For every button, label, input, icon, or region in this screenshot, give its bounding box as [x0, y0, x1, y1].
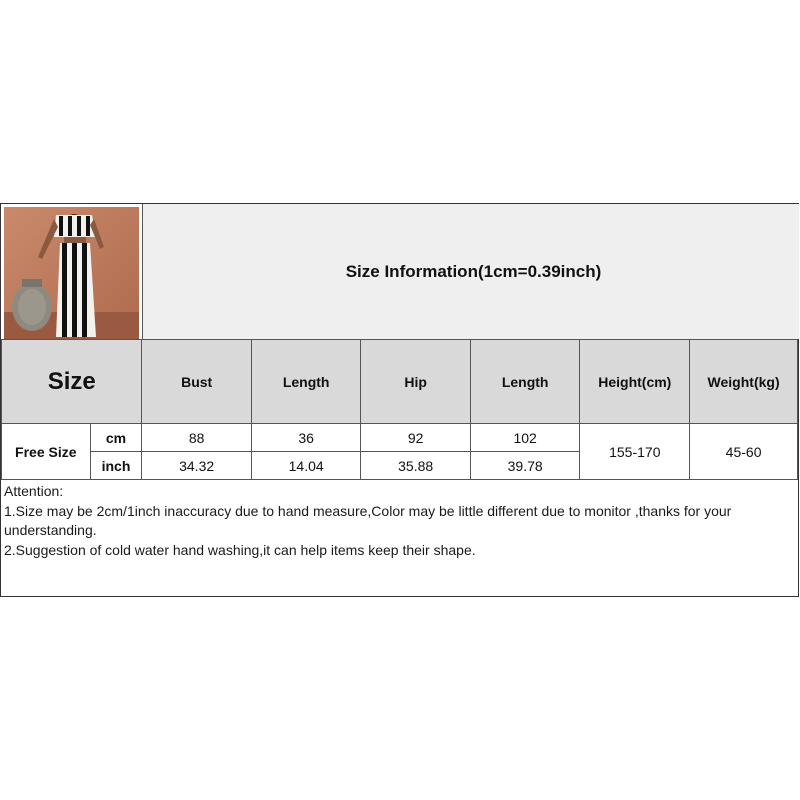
cell-hip-inch: 35.88 — [361, 452, 470, 480]
table-row — [2, 424, 798, 452]
cell-hip-cm: 92 — [361, 424, 470, 452]
size-table — [1, 339, 798, 480]
notes-heading: Attention: — [4, 483, 64, 499]
cell-length2-inch: 39.78 — [470, 452, 580, 480]
model-photo-image — [4, 207, 139, 340]
table-header-row — [2, 340, 798, 424]
cell-bust-cm: 88 — [142, 424, 251, 452]
title-banner — [142, 204, 799, 339]
product-photo — [4, 207, 139, 340]
unit-inch: inch — [90, 452, 142, 480]
attention-notes — [4, 482, 794, 560]
cell-weight: 45-60 — [690, 424, 798, 480]
cell-height: 155-170 — [580, 424, 690, 480]
header-weight: Weight(kg) — [690, 340, 798, 424]
unit-cm: cm — [90, 424, 142, 452]
header-hip: Hip — [361, 340, 470, 424]
cell-bust-inch: 34.32 — [142, 452, 251, 480]
header-length-2: Length — [470, 340, 580, 424]
header-height: Height(cm) — [580, 340, 690, 424]
header-bust: Bust — [142, 340, 251, 424]
cell-length2-cm: 102 — [470, 424, 580, 452]
notes-line-2: 2.Suggestion of cold water hand washing,it can help items keep their shape. — [4, 541, 476, 558]
size-chart — [0, 203, 799, 597]
cell-length-inch: 14.04 — [251, 452, 361, 480]
row-label-free-size: Free Size — [2, 424, 91, 480]
page-title: Size Information(1cm=0.39inch) — [345, 261, 602, 281]
header-length: Length — [251, 340, 361, 424]
header-size: Size — [2, 340, 142, 424]
notes-line-1: 1.Size may be 2cm/1inch inaccuracy due to hand measure,Color may be little different due to monitor ,thanks for your understanding. — [4, 502, 732, 538]
cell-length-cm: 36 — [251, 424, 361, 452]
